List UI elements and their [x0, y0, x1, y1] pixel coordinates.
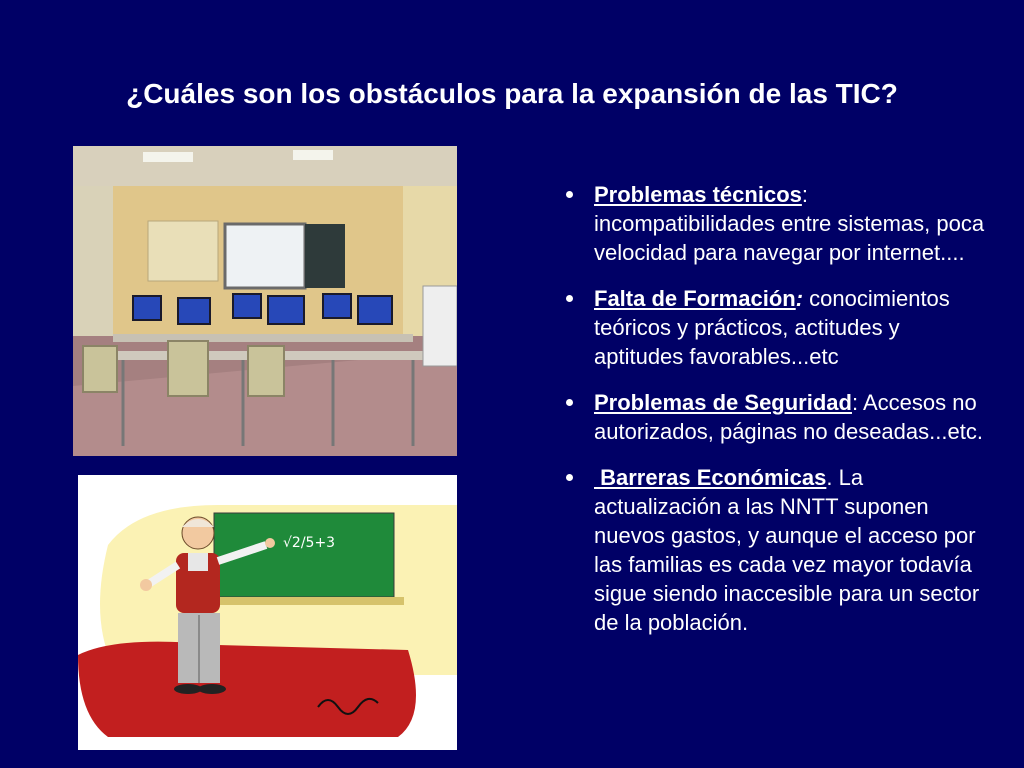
list-item: [566, 284, 986, 371]
list-item: [566, 463, 986, 637]
bullet-term: Problemas de Seguridad: [594, 390, 852, 415]
bullet-separator: :: [795, 286, 804, 311]
list-item: [566, 388, 986, 446]
list-item: [566, 180, 986, 267]
obstacles-list: [566, 180, 986, 654]
slide-title: ¿Cuáles son los obstáculos para la expansión de las TIC?: [126, 78, 898, 109]
bullet-icon: [566, 399, 573, 406]
bullet-text: Accesos no autorizados, páginas no deseadas...etc.: [594, 390, 983, 444]
bullet-separator: :: [851, 390, 859, 415]
bullet-text: incompatibilidades entre sistemas, poca velocidad para navegar por internet....: [594, 211, 985, 265]
bullet-text: La actualización a las NNTT suponen nuevos gastos, y aunque el acceso por las familias es cada vez mayor todavía sigue siendo inaccesible para un sector de la población.: [594, 465, 980, 635]
teacher-cartoon: [78, 475, 457, 750]
bullet-separator: .: [826, 465, 833, 490]
bullet-icon: [566, 474, 573, 481]
bullet-icon: [566, 295, 573, 302]
classroom-photo: [73, 146, 457, 456]
bullet-text: conocimientos teóricos y prácticos, actitudes y aptitudes favorables...etc: [594, 286, 950, 369]
bullet-term: Falta de Formación: [594, 286, 796, 311]
board-formula: √2/5+3: [283, 535, 336, 551]
bullet-term: Problemas técnicos: [594, 182, 802, 207]
bullet-separator: :: [801, 182, 808, 207]
bullet-term: Barreras Económicas: [594, 465, 827, 490]
bullet-icon: [566, 191, 573, 198]
